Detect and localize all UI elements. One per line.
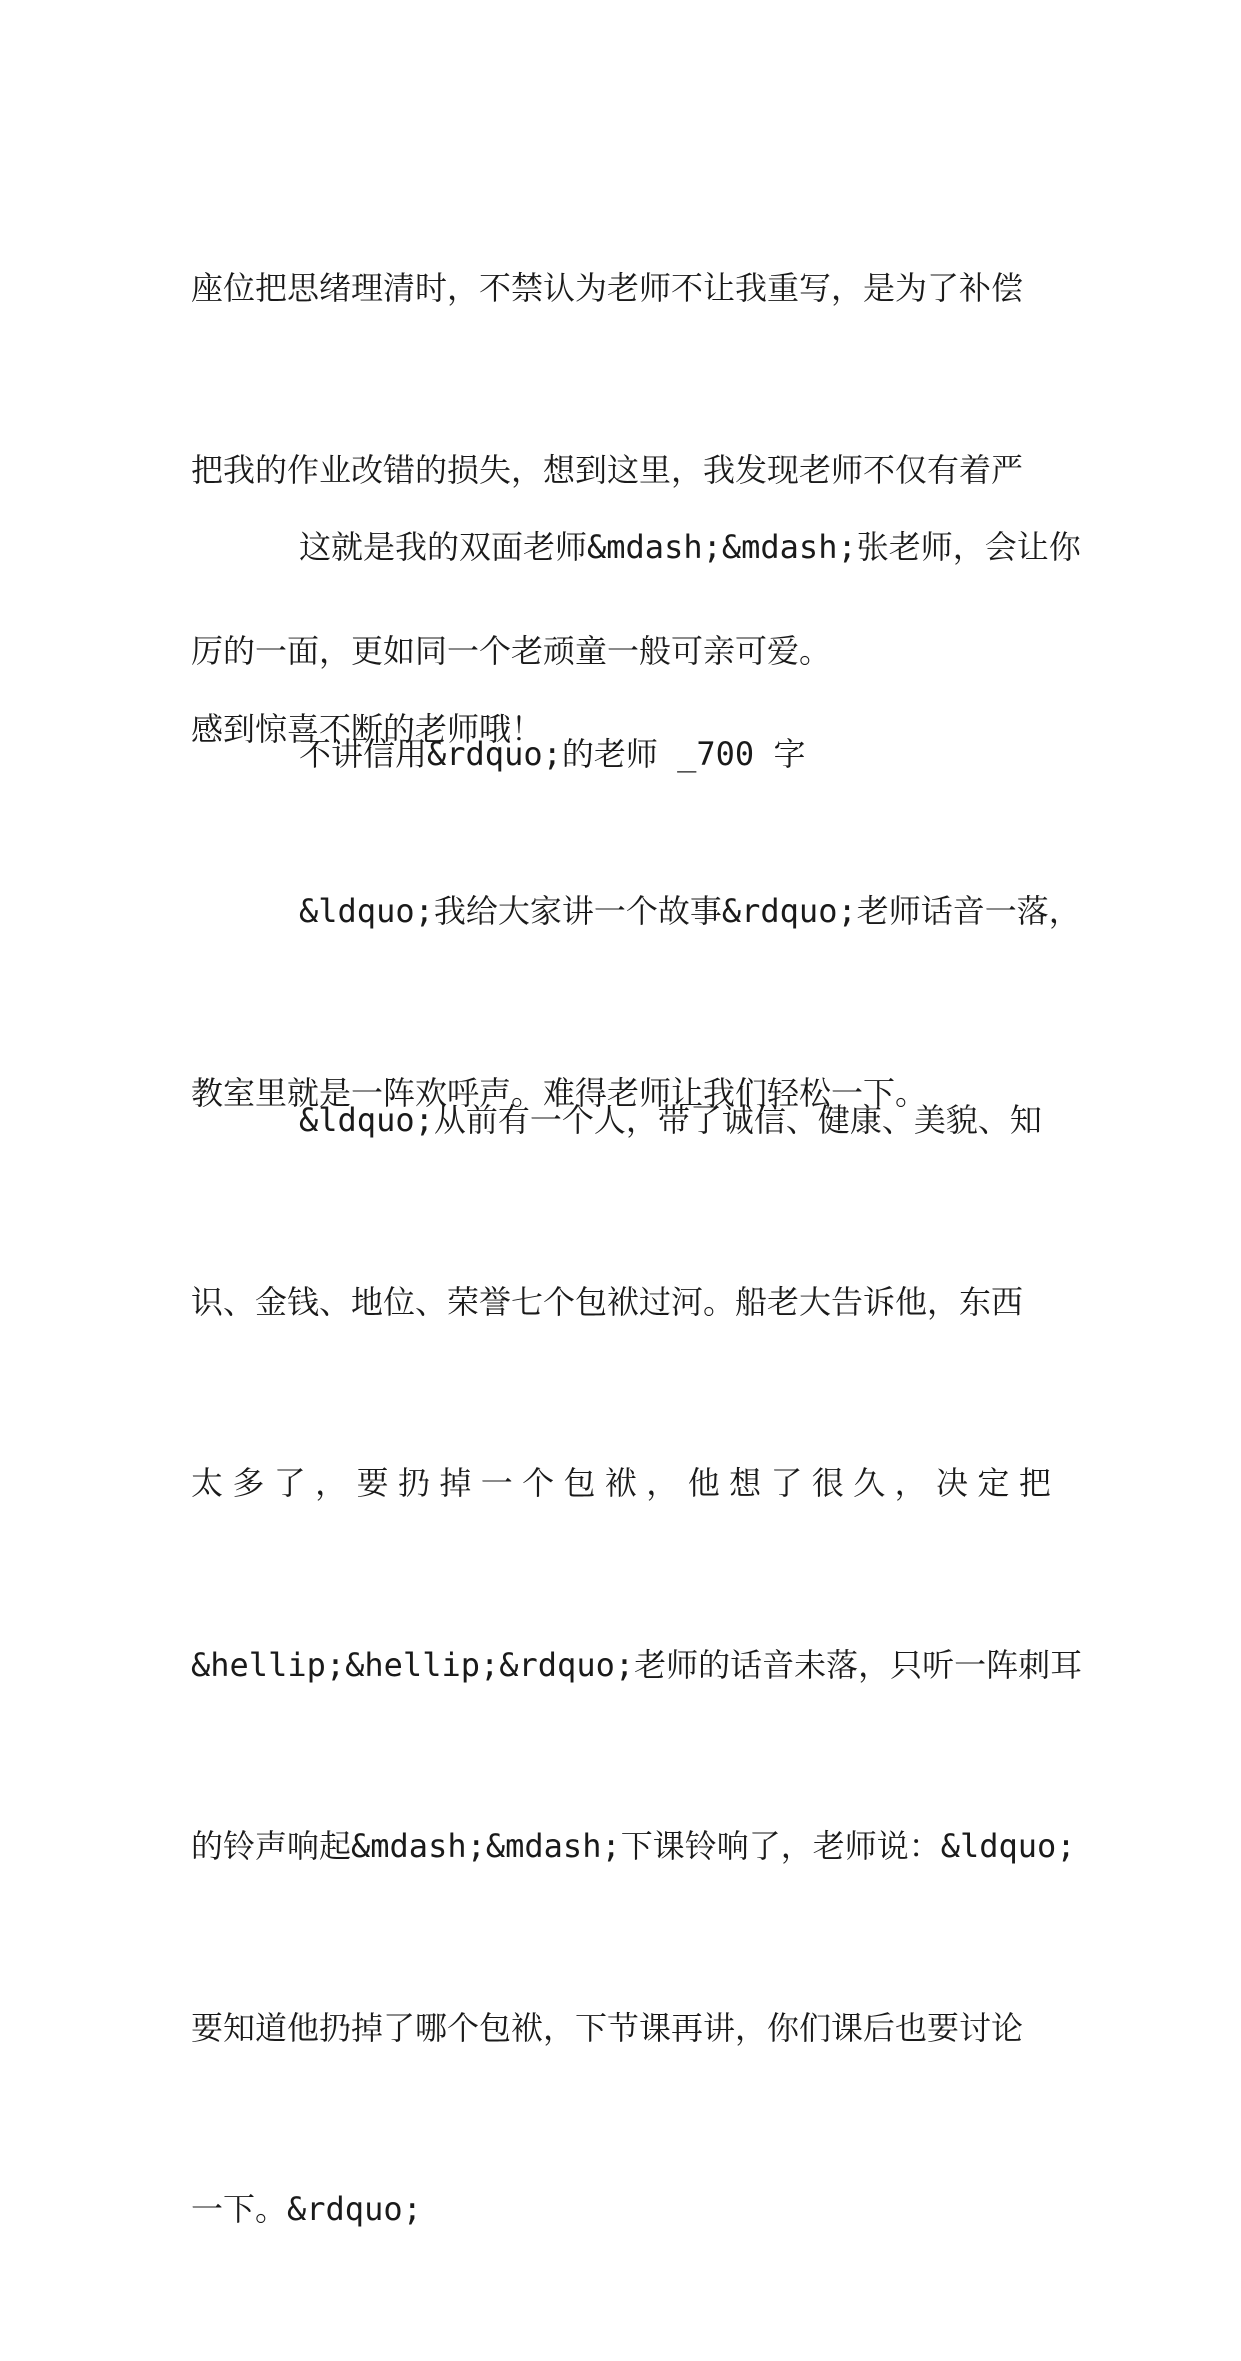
- justified-char: 一: [480, 1464, 513, 1502]
- justified-char: 太: [191, 1464, 224, 1502]
- text-line: 的铃声响起&mdash;&mdash;下课铃响了，老师说：&ldquo;: [191, 1827, 1076, 1865]
- text-line: &ldquo;我给大家讲一个故事&rdquo;老师话音一落，: [299, 892, 1081, 930]
- justified-char: 个: [522, 1464, 555, 1502]
- text-line: &ldquo;从前有一个人，带了诚信、健康、美貌、知: [299, 1101, 1042, 1139]
- text-line: 识、金钱、地位、荣誉七个包袱过河。船老大告诉他，东西: [191, 1282, 1024, 1321]
- justified-char: 定: [977, 1464, 1010, 1502]
- justified-char: ，: [646, 1464, 679, 1502]
- justified-char: 了: [770, 1464, 803, 1502]
- justified-char: ，: [315, 1464, 348, 1502]
- justified-char: 他: [687, 1464, 720, 1502]
- justified-char: 袱: [604, 1464, 637, 1502]
- justified-char: 包: [563, 1464, 596, 1502]
- text-line: 教室里就是一阵欢呼声。难得老师让我们轻松一下。: [191, 1073, 928, 1112]
- text-line: 要知道他扔掉了哪个包袱，下节课再讲，你们课后也要讨论: [191, 2008, 1024, 2047]
- justified-char: 多: [232, 1464, 265, 1502]
- justified-char: 把: [1018, 1464, 1051, 1502]
- justified-char: 掉: [439, 1464, 472, 1502]
- paragraph-5: [191, 969, 1083, 2361]
- justified-char: 要: [356, 1464, 389, 1502]
- text-line: 把我的作业改错的损失，想到这里，我发现老师不仅有着严: [191, 450, 1024, 489]
- justified-char: 想: [729, 1464, 762, 1502]
- justified-char: 久: [853, 1464, 886, 1502]
- text-line: 感到惊喜不断的老师哦！: [191, 709, 544, 748]
- text-line: 厉的一面，更如同一个老顽童一般可亲可爱。: [191, 632, 832, 670]
- justified-char: 很: [811, 1464, 844, 1502]
- text-line-justified: [191, 1453, 1051, 1514]
- text-line: 这就是我的双面老师&mdash;&mdash;张老师，会让你: [299, 528, 1081, 566]
- text-line: 座位把思绪理清时，不禁认为老师不让我重写，是为了补偿: [191, 269, 1024, 307]
- text-line: &hellip;&hellip;&rdquo;老师的话音未落，只听一阵刺耳: [191, 1645, 1083, 1684]
- justified-char: ，: [894, 1464, 927, 1502]
- article-title-line: 不讲信用&rdquo;的老师 _700 字: [299, 735, 806, 773]
- justified-char: 了: [273, 1464, 306, 1502]
- text-line: 一下。&rdquo;: [191, 2190, 422, 2228]
- justified-char: 决: [936, 1464, 969, 1502]
- justified-char: 扔: [397, 1464, 430, 1502]
